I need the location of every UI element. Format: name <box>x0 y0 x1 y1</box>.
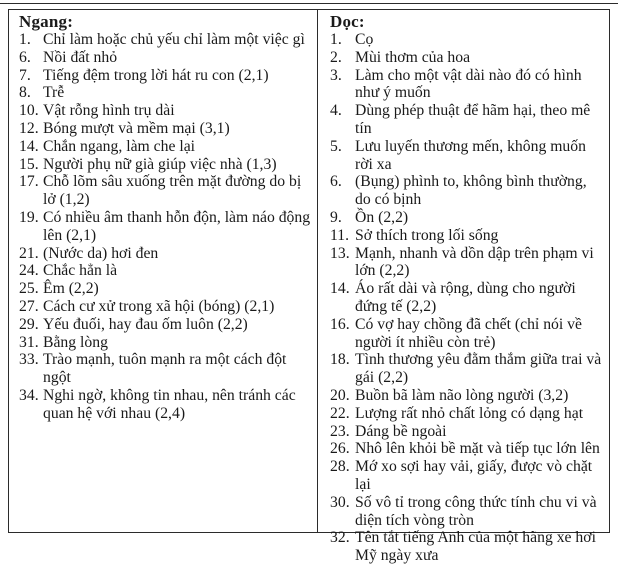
clue-item <box>330 440 606 458</box>
across-clue-list <box>19 31 311 423</box>
clue-item <box>330 209 606 227</box>
clue-item <box>19 334 311 352</box>
clue-text: Bằng lòng <box>43 333 108 351</box>
clue-text: Lưu luyến thương mến, không muốn rời xa <box>355 137 586 173</box>
clue-text: Mạnh, nhanh và dồn dập trên phạm vi lớn (2,2) <box>355 244 594 280</box>
clue-item <box>330 67 606 103</box>
clue-text: Mùi thơm của hoa <box>355 48 471 66</box>
clue-number: 6. <box>330 173 342 191</box>
clue-text: Êm (2,2) <box>43 280 99 298</box>
clue-number: 32. <box>330 529 350 547</box>
clue-number: 4. <box>330 102 342 120</box>
clue-number: 22. <box>330 404 350 422</box>
clue-text: Tên tắt tiếng Anh của một hãng xe hơi Mỹ ngày xưa <box>355 529 596 565</box>
clue-number: 26. <box>330 440 350 458</box>
clue-text: Lượng rất nhỏ chất lỏng có dạng hạt <box>355 404 584 422</box>
clue-text: Dùng phép thuật để hãm hại, theo mê tín <box>355 102 591 137</box>
clue-text: (Bụng) phình to, không bình thường, do có bịnh <box>355 173 587 209</box>
clue-text: Làm cho một vật dài nào đó có hình như ý muốn <box>355 66 582 102</box>
clue-text: Số vô tỉ trong công thức tính chu vi và diện tích vòng tròn <box>355 493 597 529</box>
clue-number: 28. <box>330 458 350 476</box>
clue-number: 29. <box>19 315 39 333</box>
clue-item <box>19 120 311 138</box>
clue-number: 24. <box>19 262 39 280</box>
clue-number: 33. <box>19 351 39 369</box>
clue-text: Yếu đuối, hay đau ốm luôn (2,2) <box>43 315 248 333</box>
clue-number: 30. <box>330 493 350 511</box>
clue-item <box>330 529 606 565</box>
clue-item <box>19 49 311 67</box>
clue-number: 23. <box>330 422 350 440</box>
clue-number: 20. <box>330 386 350 404</box>
clue-text: Bóng mượt và mềm mại (3,1) <box>43 119 230 137</box>
clue-number: 1. <box>330 31 342 48</box>
clue-text: Tình thương yêu đằm thắm giữa trai và gái (2,2) <box>355 351 602 387</box>
clue-item <box>19 67 311 85</box>
clue-text: Áo rất dài và rộng, dùng cho người đứng tế (2,2) <box>355 280 576 315</box>
across-header: Ngang: <box>19 12 74 31</box>
clue-number: 2. <box>330 48 342 66</box>
clue-item <box>19 298 311 316</box>
clue-item <box>19 102 311 120</box>
clue-number: 5. <box>330 137 342 155</box>
clue-text: Người phụ nữ già giúp việc nhà (1,3) <box>43 155 277 173</box>
clue-number: 9. <box>330 208 342 226</box>
clue-item <box>330 138 606 174</box>
across-column <box>9 10 317 532</box>
clue-number: 34. <box>19 386 39 404</box>
clue-item <box>330 173 606 209</box>
clue-item <box>19 84 311 102</box>
clue-number: 15. <box>19 155 39 173</box>
clue-item <box>330 102 606 138</box>
clue-item <box>19 245 311 263</box>
clue-item <box>19 387 311 423</box>
clue-item <box>19 280 311 298</box>
clue-item <box>330 227 606 245</box>
clue-number: 11. <box>330 226 350 244</box>
clue-text: Cọ <box>355 31 374 48</box>
clue-text: Vật rỗng hình trụ dài <box>43 102 175 120</box>
clue-text: Chỗ lõm sâu xuống trên mặt đường do bị lở (1,2) <box>43 173 302 209</box>
clue-text: (Nước da) hơi đen <box>43 244 159 262</box>
clue-text: Nghi ngờ, không tin nhau, nên tránh các quan hệ với nhau (2,4) <box>43 386 296 422</box>
clue-number: 21. <box>19 244 39 262</box>
clue-item <box>330 405 606 423</box>
clue-number: 17. <box>19 173 39 191</box>
clue-number: 13. <box>330 244 350 262</box>
clue-text: Có vợ hay chồng đã chết (chỉ nói về người ít nhiều còn trẻ) <box>355 315 582 351</box>
clue-text: Có nhiều âm thanh hỗn độn, làm náo động lên (2,1) <box>43 208 311 244</box>
clue-text: Cách cư xử trong xã hội (bóng) (2,1) <box>43 297 275 315</box>
clue-item <box>330 387 606 405</box>
down-column <box>317 10 609 565</box>
clue-number: 1. <box>19 31 31 48</box>
down-header: Dọc: <box>330 12 365 31</box>
clue-item <box>19 262 311 280</box>
clue-number: 19. <box>19 208 39 226</box>
clue-item <box>330 458 606 494</box>
clue-item <box>330 31 606 49</box>
clue-item <box>19 138 311 156</box>
clues-table <box>8 9 610 565</box>
clue-item <box>19 351 311 387</box>
clue-item <box>19 173 311 209</box>
clue-text: Chắn ngang, làm che lại <box>43 137 196 155</box>
clue-item <box>330 245 606 281</box>
clue-number: 3. <box>330 66 342 84</box>
clue-text: Trào mạnh, tuôn mạnh ra một cách đột ngột <box>43 351 287 387</box>
down-clue-list <box>330 31 606 565</box>
top-rule <box>0 3 618 4</box>
clue-item <box>330 49 606 67</box>
clue-number: 14. <box>19 137 39 155</box>
clue-item <box>330 316 606 352</box>
clue-number: 27. <box>19 297 39 315</box>
clue-text: Mớ xo sợi hay vải, giấy, được vò chặt lại <box>355 458 593 493</box>
clue-text: Buồn bã làm não lòng người (3,2) <box>355 386 569 404</box>
clue-number: 10. <box>19 102 39 120</box>
clue-item <box>330 280 606 316</box>
clue-text: Dáng bề ngoài <box>355 422 447 440</box>
clue-text: Tiếng đệm trong lời hát ru con (2,1) <box>43 66 269 84</box>
clue-text: Nhô lên khỏi bề mặt và tiếp tục lớn lên <box>355 440 600 458</box>
clue-text: Chỉ làm hoặc chủ yếu chỉ làm một việc gì <box>43 31 305 48</box>
clue-text: Ồn (2,2) <box>355 208 409 226</box>
clue-item <box>19 156 311 174</box>
clue-text: Trễ <box>43 84 65 102</box>
clue-text: Chắc hẳn là <box>43 262 118 280</box>
clue-number: 7. <box>19 66 31 84</box>
clue-item <box>19 316 311 334</box>
clue-number: 16. <box>330 315 350 333</box>
clue-number: 6. <box>19 48 31 66</box>
clue-text: Nồi đất nhỏ <box>43 48 118 66</box>
clue-text: Sở thích trong lối sống <box>355 226 499 244</box>
clue-item <box>19 31 311 49</box>
clue-item <box>19 209 311 245</box>
clue-item <box>330 351 606 387</box>
clue-number: 14. <box>330 280 350 298</box>
clue-number: 12. <box>19 119 39 137</box>
clue-number: 18. <box>330 351 350 369</box>
clue-number: 31. <box>19 333 39 351</box>
clue-item <box>330 423 606 441</box>
clue-number: 8. <box>19 84 31 102</box>
clue-number: 25. <box>19 280 39 298</box>
clue-item <box>330 494 606 530</box>
